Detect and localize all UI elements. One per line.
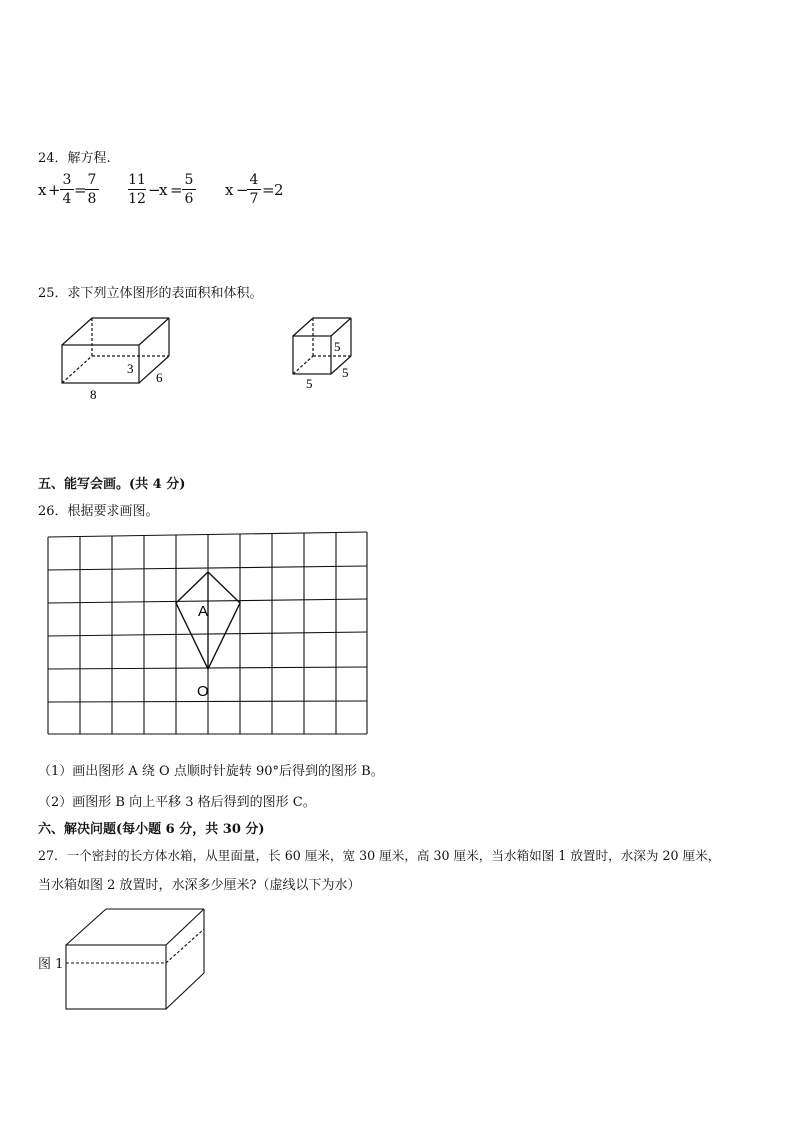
q26-task-2: （2）画图形 B 向上平移 3 格后得到的图形 C。: [38, 795, 316, 810]
fraction: 11 12: [128, 172, 146, 207]
grid-figure: [44, 528, 384, 740]
section-6-heading: 六、解决问题(每小题 6 分，共 30 分): [38, 822, 265, 837]
fraction: 7 8: [85, 172, 99, 207]
q24-title: 24．解方程.: [38, 151, 111, 166]
q26-task-1: （1）画出图形 A 绕 O 点顺时针旋转 90°后得到的图形 B。: [38, 764, 384, 779]
water-tank-figure-1: [62, 905, 212, 1015]
section-5-heading: 五、能写会画。(共 4 分): [38, 477, 186, 492]
fraction: 3 4: [60, 172, 74, 207]
fraction: 5 6: [182, 172, 196, 207]
figure-1-label: 图 1: [38, 957, 64, 972]
q25-title: 25．求下列立体图形的表面积和体积。: [38, 286, 263, 301]
length-label: 8: [90, 387, 97, 402]
cube-edge-label: 5: [334, 339, 341, 354]
cuboid-figure: [55, 312, 185, 404]
fraction: 4 7: [247, 172, 261, 207]
q26-title: 26．根据要求画图。: [38, 504, 159, 519]
height-label: 3: [127, 361, 134, 376]
cube-edge-label: 5: [342, 365, 349, 380]
cube-figure: [288, 312, 363, 392]
q27-line-2: 当水箱如图 2 放置时，水深多少厘米?（虚线以下为水）: [38, 878, 361, 893]
width-label: 6: [156, 370, 163, 385]
label-o: O: [197, 683, 209, 700]
cube-edge-label: 5: [306, 376, 313, 391]
label-a: A: [198, 603, 209, 620]
q27-line-1: 27．一个密封的长方体水箱，从里面量，长 60 厘米，宽 30 厘米，高 30 厘米，当水箱如图 1 放置时，水深为 20 厘米，: [38, 848, 721, 863]
